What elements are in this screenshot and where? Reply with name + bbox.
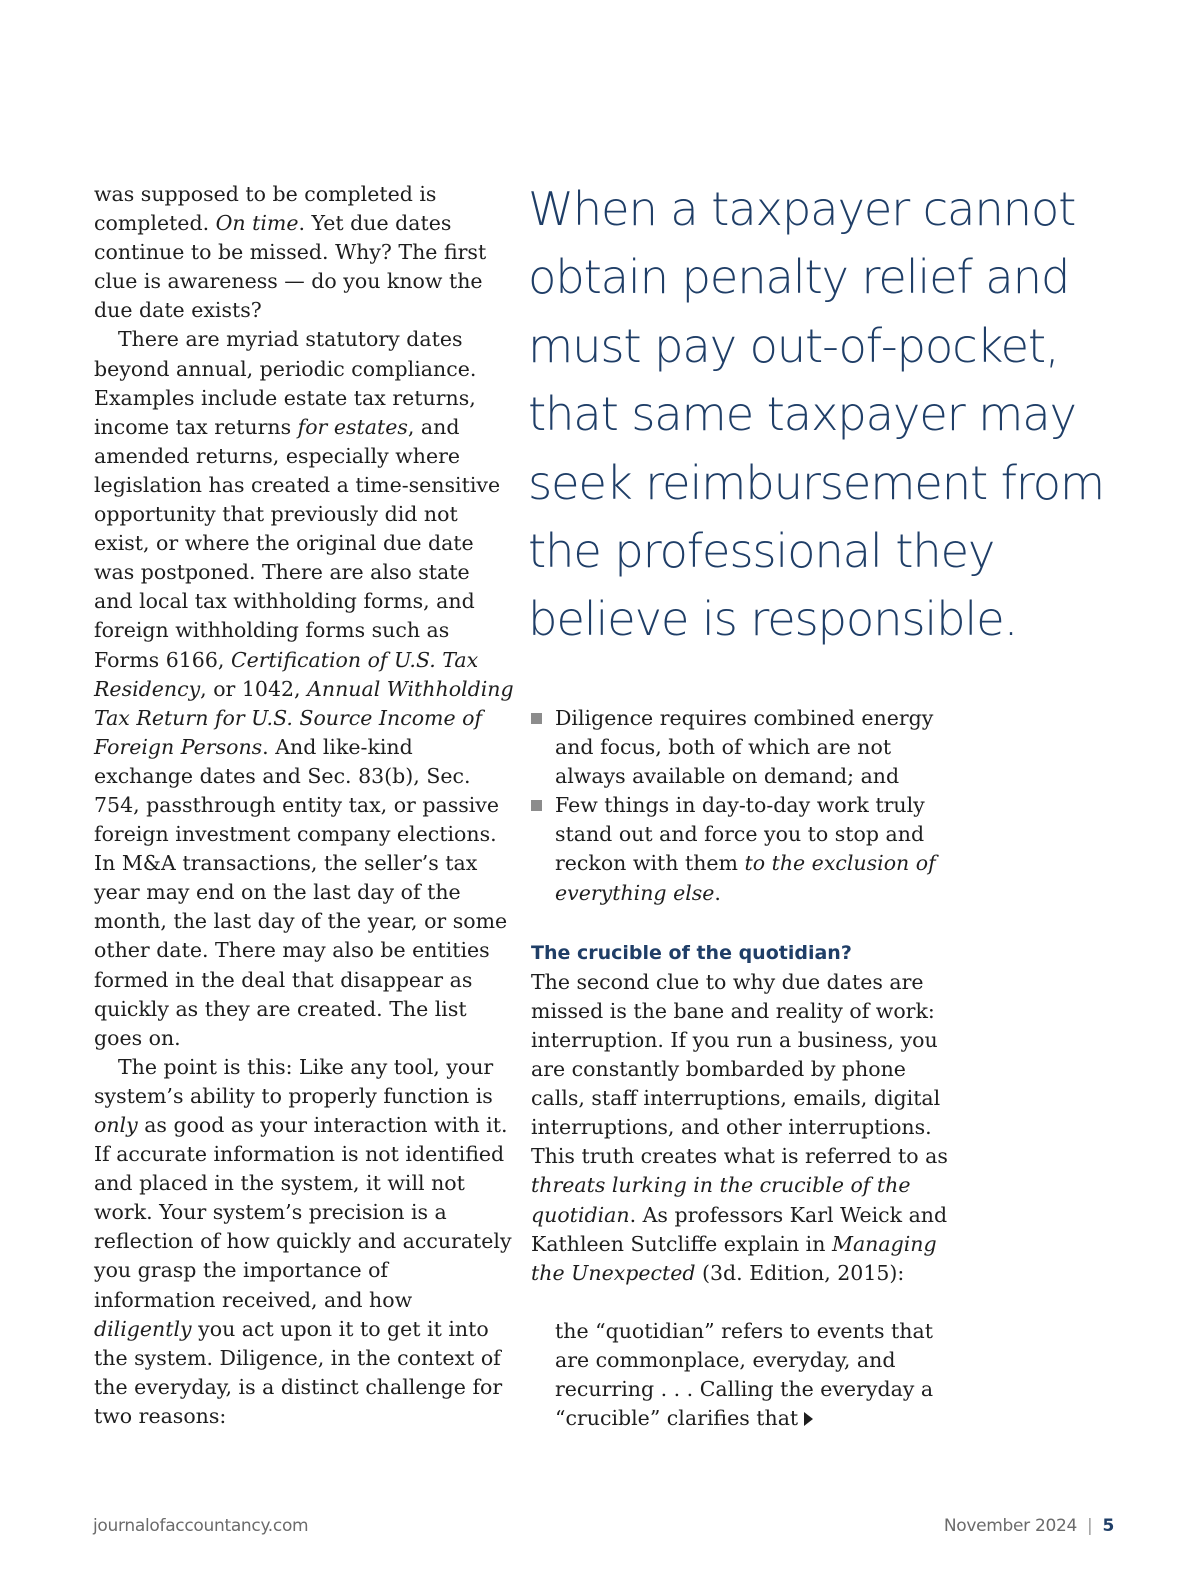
continue-arrow-icon bbox=[804, 1412, 813, 1426]
list-item: Few things in day-to-day work truly stand out and force you to stop and reckon with them to the exclusion of everything else. bbox=[531, 791, 951, 907]
square-bullet-icon bbox=[531, 713, 542, 724]
paragraph: The second clue to why due dates are missed is the bane and reality of work: interruption. If you run a business, you are constantly bombarded by phone calls, staff interruptions, emails, digital interruptions, and other interruptions. This truth creates what is referred to as threats lurking in the crucible of the quotidian. As professors Karl Weick and Kathleen Sutcliffe explain in Managing the Unexpected (3d. Edition, 2015): bbox=[531, 969, 948, 1285]
section-heading: The crucible of the quotidian? bbox=[531, 941, 852, 964]
paragraph: was supposed to be completed is completed. On time. Yet due dates continue to be missed. Why? The first clue is awareness — do you know the due date exists? bbox=[94, 182, 487, 323]
issue-info bbox=[944, 1516, 1114, 1536]
block-quote: the “quotidian” refers to events that are commonplace, everyday, and recurring . . . Calling the everyday a “crucible” clarifies that bbox=[555, 1318, 934, 1431]
left-column bbox=[94, 180, 514, 1431]
pull-quote: When a taxpayer cannot obtain penalty relief and must pay out-of-pocket, that same taxpayer may seek reimbursement from the professional they believe is responsible. bbox=[528, 182, 1105, 647]
page-number: 5 bbox=[1102, 1516, 1114, 1536]
list-item: Diligence requires combined energy and focus, both of which are not always available on demand; and bbox=[531, 704, 951, 791]
issue-date: November 2024 bbox=[943, 1516, 1078, 1536]
bullet-list bbox=[531, 704, 951, 908]
footer-separator: | bbox=[1087, 1516, 1093, 1536]
square-bullet-icon bbox=[531, 800, 542, 811]
paragraph: The point is this: Like any tool, your system’s ability to properly function is only as good as your interaction with it. If accurate information is not identified and placed in the system, it will not work. Your system’s precision is a reflection of how quickly and accurately you grasp the importance of information received, and how diligently you act upon it to get it into the system. Diligence, in the context of the everyday, is a distinct challenge for two reasons: bbox=[94, 1054, 512, 1428]
right-column bbox=[531, 704, 951, 1433]
paragraph: There are myriad statutory dates beyond annual, periodic compliance. Examples include estate tax returns, income tax returns for estates, and amended returns, especially where legislation has created a time-sensitive opportunity that previously did not exist, or where the original due date was postponed. There are also state and local tax withholding forms, and foreign withholding forms such as Forms 6166, Certification of U.S. Tax Residency, or 1042, Annual Withholding Tax Return for U.S. Source Income of Foreign Persons. And like-kind exchange dates and Sec. 83(b), Sec. 754, passthrough entity tax, or passive foreign investment company elections. In M&A transactions, the seller’s tax year may end on the last day of the month, the last day of the year, or some other date. There may also be entities formed in the deal that disappear as quickly as they are created. The list goes on. bbox=[94, 327, 514, 1050]
page-footer bbox=[93, 1516, 1114, 1536]
website-url: journalofaccountancy.com bbox=[93, 1516, 309, 1536]
